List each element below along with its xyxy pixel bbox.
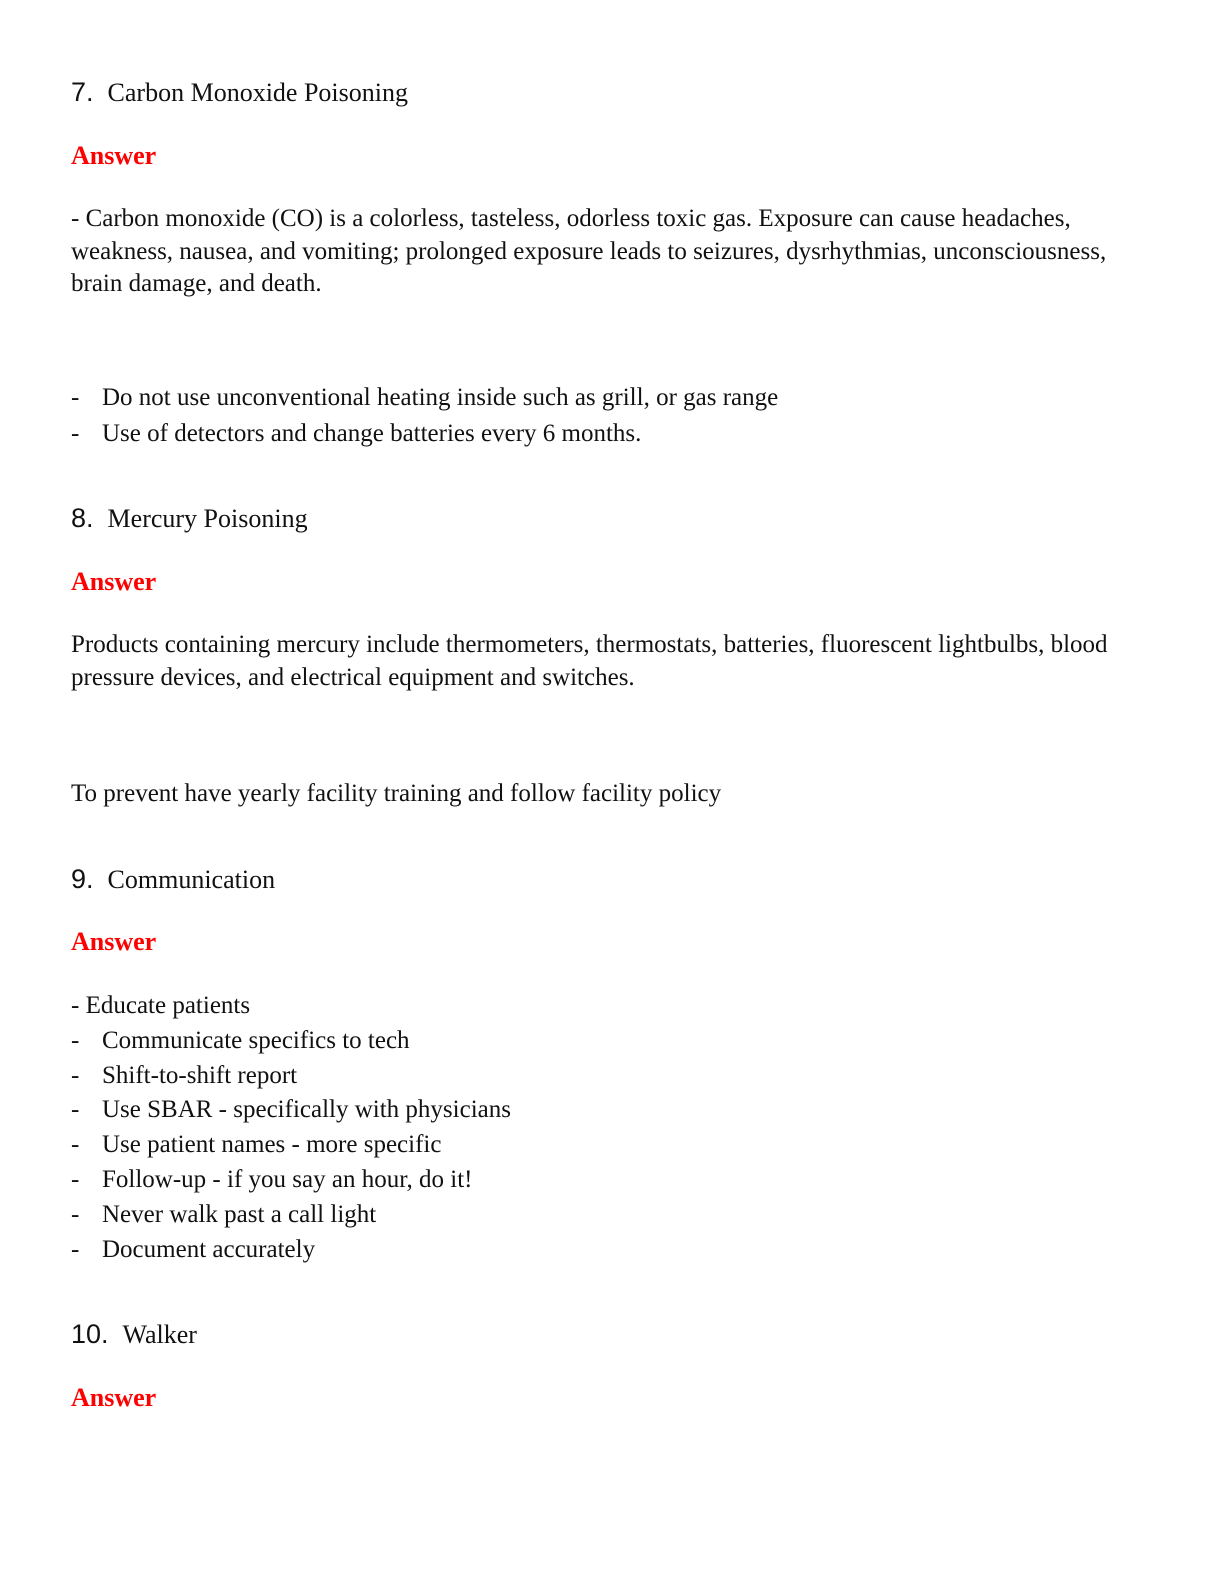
bullet-dash: - (71, 1096, 80, 1123)
bullet-dash: - (71, 384, 80, 411)
section-9-bullet (71, 1164, 472, 1196)
section-7-answer-label: Answer (71, 141, 157, 170)
section-7-heading (71, 76, 408, 109)
bullet-dash: - (71, 1027, 80, 1054)
section-9-heading (71, 863, 275, 896)
section-7-paragraph: - Carbon monoxide (CO) is a colorless, tasteless, odorless toxic gas. Exposure can cause headaches, weakness, nausea, and vomiting; prolonged exposure leads to seizures, dysrhythmias, unconsciousness, brain damage, and death. (71, 205, 1107, 297)
section-7-bullet (71, 382, 778, 414)
bullet-dash: - (71, 1166, 80, 1193)
section-8-paragraph: Products containing mercury include thermometers, thermostats, batteries, fluorescent lightbulbs, blood pressure devices, and electrical equipment and switches. (71, 631, 1108, 691)
section-9-bullet (71, 1234, 315, 1266)
section-9-number: 9. (71, 864, 94, 894)
section-9-bullet (71, 1060, 297, 1092)
section-9-bullet (71, 1129, 441, 1161)
section-8-number: 8. (71, 503, 94, 533)
section-7-bullet (71, 418, 641, 450)
bullet-text: Follow-up - if you say an hour, do it! (102, 1166, 473, 1193)
section-8-heading (71, 502, 308, 535)
section-10-answer-label: Answer (71, 1383, 157, 1412)
section-8-title: Mercury Poisoning (107, 504, 308, 533)
bullet-text: Use of detectors and change batteries every 6 months. (102, 420, 642, 447)
bullet-dash: - (71, 1131, 80, 1158)
bullet-dash: - (71, 1201, 80, 1228)
bullet-text: Communicate specifics to tech (102, 1027, 410, 1054)
section-8-answer-label: Answer (71, 567, 157, 596)
bullet-text: Shift-to-shift report (102, 1062, 298, 1089)
bullet-dash: - (71, 1236, 80, 1263)
bullet-text: Never walk past a call light (102, 1201, 377, 1228)
bullet-text: Use patient names - more specific (102, 1131, 442, 1158)
section-7-number: 7. (71, 77, 94, 107)
bullet-text: Do not use unconventional heating inside such as grill, or gas range (102, 384, 779, 411)
section-9-title: Communication (107, 865, 276, 894)
section-10-title: Walker (122, 1320, 197, 1349)
bullet-dash: - (71, 1062, 80, 1089)
section-8-prevention: To prevent have yearly facility training and follow facility policy (71, 780, 722, 807)
section-10-heading (71, 1318, 197, 1351)
section-9-bullet (71, 1199, 376, 1231)
section-9-bullet (71, 1094, 511, 1126)
bullet-text: Document accurately (102, 1236, 316, 1263)
section-7-title: Carbon Monoxide Poisoning (107, 78, 408, 107)
section-9-bullet (71, 1025, 410, 1057)
section-9-answer-label: Answer (71, 927, 157, 956)
section-9-intro: - Educate patients (71, 992, 251, 1019)
bullet-dash: - (71, 420, 80, 447)
section-10-number: 10. (71, 1319, 109, 1349)
bullet-text: Use SBAR - specifically with physicians (102, 1096, 511, 1123)
